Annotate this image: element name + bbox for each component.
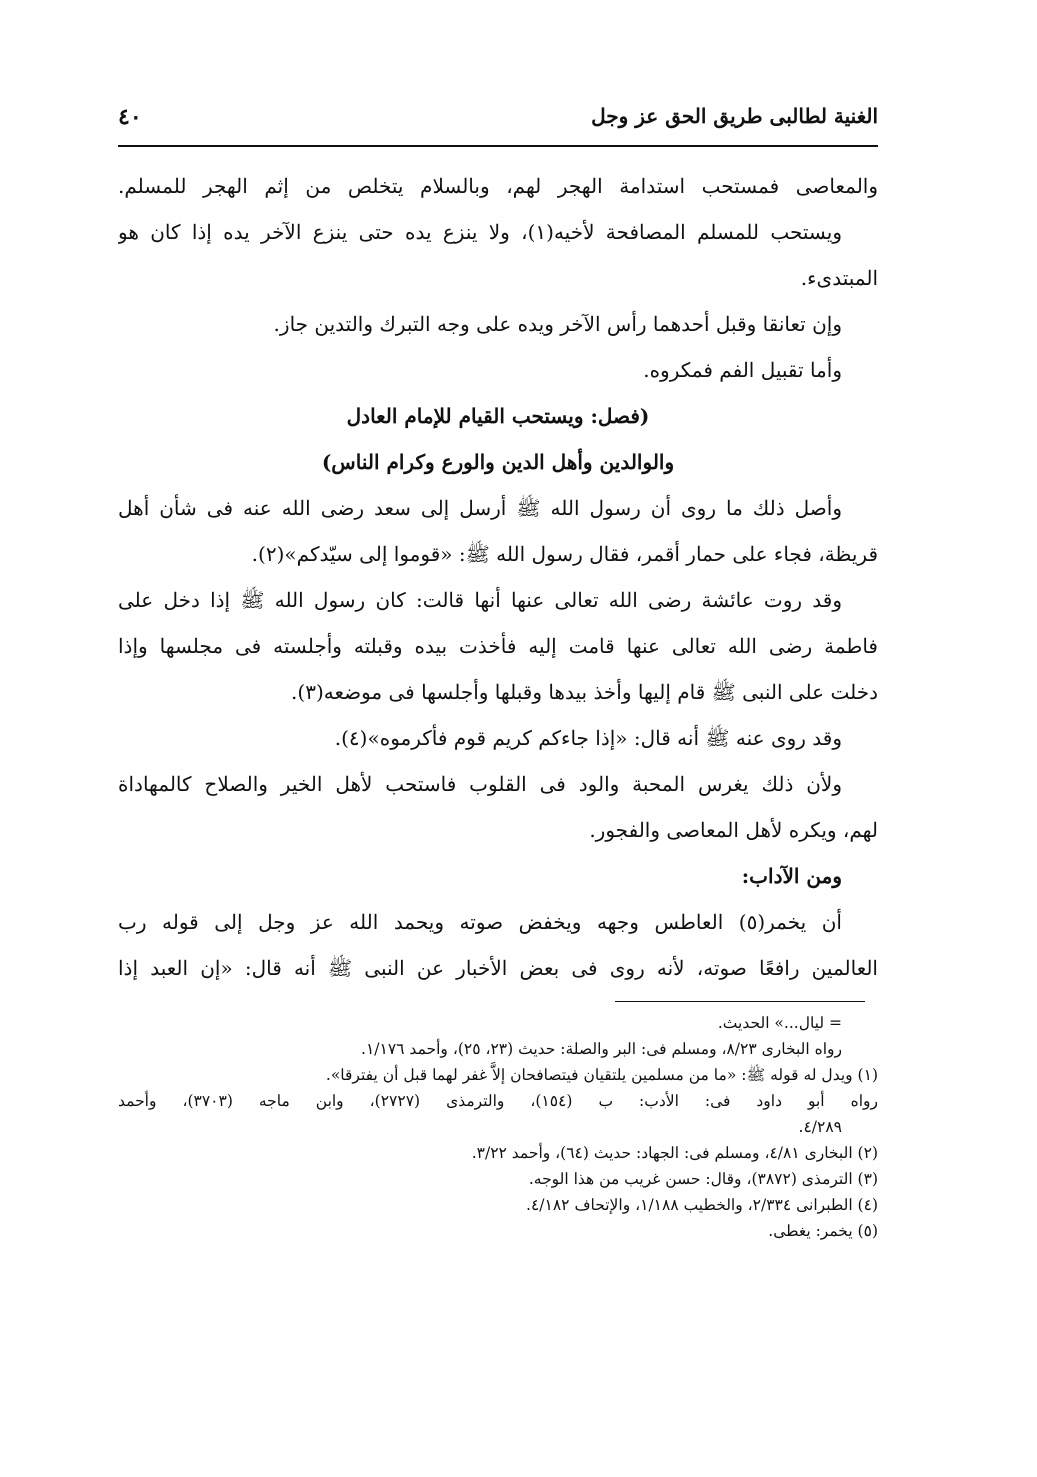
- body-line: دخلت على النبى ﷺ قام إليها وأخذ بيدها وقبلها وأجلسها فى موضعه(٣).: [291, 680, 878, 704]
- footnote-separator: [615, 1001, 865, 1002]
- page-header: [118, 104, 878, 144]
- body-line: قريظة، فجاء على حمار أقمر، فقال رسول الله ﷺ: «قوموا إلى سيّدكم»(٢).: [251, 542, 878, 566]
- main-text: [118, 163, 878, 991]
- footnote-line: رواه أبو داود فى: الأدب: ب (١٥٤)، والترمذى (٢٧٢٧)، وابن ماجه (٣٧٠٣)، وأحمد: [118, 1092, 878, 1110]
- body-line: وأما تقبيل الفم فمكروه.: [643, 358, 842, 382]
- page-number: ٤٠: [118, 104, 142, 130]
- footnote-line: (٥) يخمر: يغطى.: [768, 1222, 878, 1240]
- running-title: الغنية لطالبى طريق الحق عز وجل: [591, 104, 878, 128]
- section-heading: (فصل: ويستحب القيام للإمام العادل: [346, 404, 650, 428]
- body-line: والمعاصى فمستحب استدامة الهجر لهم، وبالسلام يتخلص من إثم الهجر للمسلم.: [118, 174, 878, 198]
- body-line: أن يخمر(٥) العاطس وجهه ويخفض صوته ويحمد الله عز وجل إلى قوله رب: [118, 910, 842, 934]
- footnotes: [118, 1010, 878, 1244]
- subheading: ومن الآداب:: [741, 864, 842, 888]
- body-line: وقد روى عنه ﷺ أنه قال: «إذا جاءكم كريم قوم فأكرموه»(٤).: [334, 726, 842, 750]
- body-line: وإن تعانقا وقبل أحدهما رأس الآخر ويده على وجه التبرك والتدين جاز.: [273, 312, 842, 336]
- footnote-line: (٣) الترمذى (٣٨٧٢)، وقال: حسن غريب من هذا الوجه.: [528, 1170, 878, 1188]
- section-heading: والوالدين وأهل الدين والورع وكرام الناس): [321, 450, 675, 474]
- body-line: فاطمة رضى الله تعالى عنها قامت إليه فأخذت بيده وقبلته وأجلسته فى مجلسها وإذا: [118, 634, 878, 658]
- footnote-line: = ليال...» الحديث.: [717, 1014, 842, 1032]
- footnote-line: (٤) الطبرانى ٢/٣٣٤، والخطيب ١/١٨٨، والإتحاف ٤/١٨٢.: [526, 1196, 878, 1214]
- body-line: وأصل ذلك ما روى أن رسول الله ﷺ أرسل إلى سعد رضى الله عنه فى شأن أهل: [118, 496, 842, 520]
- body-line: وقد روت عائشة رضى الله تعالى عنها أنها قالت: كان رسول الله ﷺ إذا دخل على: [118, 588, 842, 612]
- body-line: ولأن ذلك يغرس المحبة والود فى القلوب فاستحب لأهل الخير والصلاح كالمهاداة: [118, 772, 842, 796]
- header-rule: [118, 145, 878, 147]
- footnote-line: ٤/٢٨٩.: [798, 1118, 842, 1136]
- footnote-line: (٢) البخارى ٤/٨١، ومسلم فى: الجهاد: حديث (٦٤)، وأحمد ٣/٢٢.: [471, 1144, 878, 1162]
- body-line: لهم، ويكره لأهل المعاصى والفجور.: [589, 818, 878, 842]
- body-line: ويستحب للمسلم المصافحة لأخيه(١)، ولا ينزع يده حتى ينزع الآخر يده إذا كان هو: [118, 220, 842, 244]
- footnote-line: (١) ويدل له قوله ﷺ: «ما من مسلمين يلتقيان فيتصافحان إلاَّ غفر لهما قبل أن يفترقا».: [325, 1066, 878, 1084]
- footnote-line: رواه البخارى ٨/٢٣، ومسلم فى: البر والصلة: حديث (٢٣، ٢٥)، وأحمد ١/١٧٦.: [361, 1040, 842, 1058]
- body-line: المبتدىء.: [800, 266, 878, 290]
- body-line: العالمين رافعًا صوته، لأنه روى فى بعض الأخبار عن النبى ﷺ أنه قال: «إن العبد إذا: [118, 956, 878, 980]
